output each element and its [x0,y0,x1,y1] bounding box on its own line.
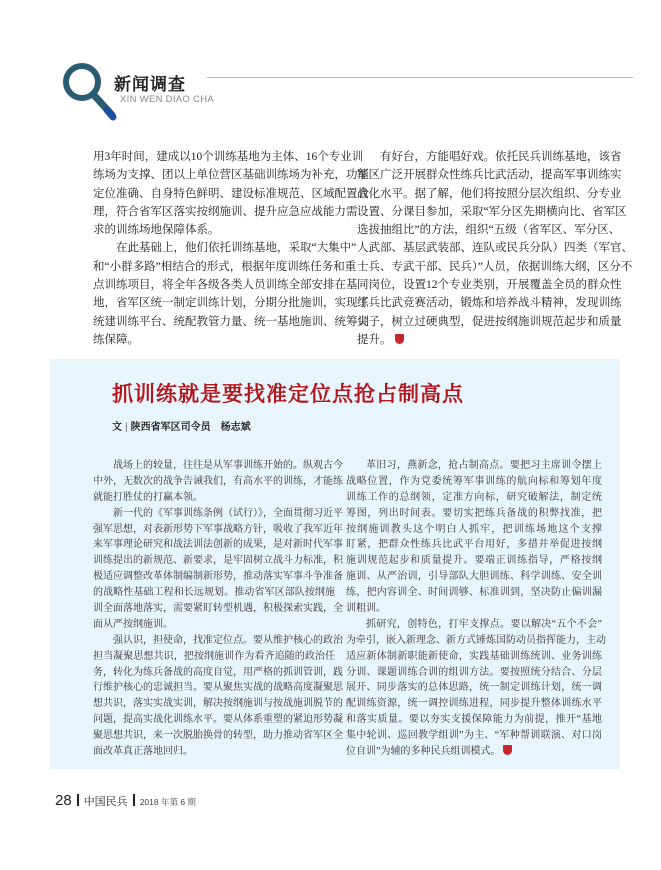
section-title: 新闻调查 [114,75,186,94]
text-line [93,166,369,184]
text-line-content: 地，省军区统一制定训练计划，分期分批施训，实现了 [93,297,369,310]
text-line [346,569,602,585]
text-line-content: 来军事理论研究和战法训法创新的成果，是对新时代军事 [93,539,343,551]
text-line-content: 训练提出的新规范、新要求，是牢固树立战斗力标准，积 [93,555,343,567]
text-line-content: 练兵比武竞赛活动，锻炼和培养战斗精神，发现训练 [357,297,622,310]
text-line [93,680,343,696]
end-mark-icon [395,334,404,344]
text-line [346,696,602,712]
text-line [357,148,622,166]
text-line [346,490,602,506]
text-line [346,506,602,522]
text-line [357,258,633,276]
paragraph [93,458,343,506]
text-line [93,294,369,312]
paragraph [93,148,369,239]
text-line-content: 担当凝聚思想共识，把按纲施训作为看齐追随的政治任 [93,650,335,662]
paragraph [357,148,633,349]
text-line [346,649,602,665]
text-line [93,744,335,760]
page-number: 28 [55,792,72,809]
byline-author: 陕西省军区司令员 杨志斌 [130,422,251,433]
text-line-content: 和“小群多路”相结合的形式，根据年度训练任务和重 [93,260,357,273]
footer-divider [77,794,79,806]
paragraph [93,506,343,633]
text-line [93,585,335,601]
text-line-content: 军区广泛开展群众性练兵比武活动，提高军事训练实 [357,169,622,182]
text-line [346,601,602,617]
paragraph [93,239,369,349]
article-title: 抓训练就是要找准定位点抢占制高点 [112,382,464,406]
text-line [93,633,343,649]
text-line-content: 求的训练场地保障体系。 [93,224,220,237]
text-line [346,537,602,553]
text-line [93,696,343,712]
text-line-content: 面从严按纲施训。 [93,618,173,630]
text-line [357,185,622,203]
text-line [93,601,343,617]
magazine-name: 中国民兵 [83,796,128,808]
text-line-content: 训练工作的总纲领，定准方向标，研究破解法，制定统 [346,491,602,503]
end-mark-icon [503,745,512,755]
text-line-content: 战略位置，作为党委统筹军事训练的航向标和筹划年度 [346,475,602,487]
text-line-content: 问题，提高实战化训练水平。要从体系重塑的紧迫形势凝 [93,714,343,726]
text-line [93,148,364,166]
page-footer [55,792,196,810]
text-line-content: 士兵、专武干部、民兵）”人员，依据训练大纲，区分不 [357,260,633,273]
text-line-content: 练场为支撑、团以上单位营区基础训练场为补充，功能 [93,169,369,182]
text-line-content: 同岗位，设置12个专业类别，开展覆盖全员的群众性 [357,279,622,292]
text-line-content: 施训、从严治训，引导部队大胆训练、科学训练、安全训 [346,571,602,583]
text-line-content: 适应新体制新职能新使命，实践基础训练统训、业务训练 [346,650,602,662]
paragraph [346,458,602,617]
text-line [346,553,602,569]
text-line [346,585,602,601]
text-line-content: 强认识，担使命，找准定位点。要从维护核心的政治 [113,634,343,646]
text-line-content: 集中轮训、巡回教学组训”为主、“军种帮训联演、对口岗 [346,730,602,742]
text-line-content: 点训练项目，将全年各级各类人员训练全部安排在基 [93,279,358,292]
text-line-content: 尖子，树立过硬典型，促进按纲施训规范起步和质量 [357,315,622,328]
text-line-content: 的战略性基础工程和长远规划。推动省军区部队按纲施 [93,587,335,599]
text-line-content: 战场上的较量，往往是从军事训练开始的。纵观古今 [113,460,343,471]
text-line [357,313,622,331]
text-line-content: 理，符合省军区落实按纲施训、提升应急应战能力需 [93,205,358,218]
text-line-content: 训粗训。 [346,603,386,615]
text-line-content: 想共识，落实实战实训，解决按纲施训与按战施训脱节的 [93,698,343,710]
text-line-content: 就能打胜仗的打赢本领。 [93,491,203,503]
text-line-content: 练，把内容训全、时间训够、标准训到，坚决防止偏训漏 [346,587,602,599]
text-line [93,617,335,633]
text-line [93,553,343,569]
text-line [93,474,343,490]
text-line-content: 面改革真正落地回归。 [93,746,193,758]
text-line-content: 和落实质量。要以夯实支援保障能力为前提，推开“基地 [346,714,602,726]
text-line-content: 革旧习，燕新念，抢占制高点。要把习主席训令摆上 [366,460,602,471]
text-line-content: 展开、同步落实的总体思路，统一制定训练计划，统一调 [346,682,602,694]
top-left-column [93,148,369,349]
text-line [346,665,602,681]
text-line-content: 定位准确、自身特色鲜明、建设标准规范、区域配置合 [93,187,369,200]
text-line-content: 选拔抽组比”的方法，组织“五级（省军区、军分区、 [357,224,621,237]
text-line [93,258,357,276]
text-line-content: 施训规范起步和质量提升。要端正训练指导，严格按纲 [346,555,602,567]
text-line [346,728,602,744]
text-line-content: 人武部、基层武装部、连队或民兵分队）四类（军官、 [357,242,633,255]
text-line [346,633,606,649]
text-line-content: 战化水平。据了解，他们将按照分层次组织、分专业 [357,187,622,200]
text-line [93,649,335,665]
magnifier-icon [60,60,120,122]
text-line [93,537,343,553]
text-line [357,294,622,312]
text-line [93,506,343,522]
issue-number: 2018 年第 6 期 [139,797,196,807]
text-line-content: 统建训练平台、统配教管力量、统一基地施训、统筹训 [93,315,369,328]
text-line-content: 位自训”为辅的多种民兵组训模式。 [346,746,501,758]
top-right-column [357,148,633,349]
text-line-content: 练保障。 [93,333,139,346]
article-right-column [346,458,606,760]
footer-divider [133,794,135,806]
text-line-content: 训全面落地落实，需要紧盯转型机遇，积极探索实践，全 [93,603,343,615]
text-line-content: 配训练资源，统一调控训练进程，同步提升整体训练水平 [346,698,602,710]
text-line [357,239,633,257]
text-line-content: 新一代的《军事训练条例（试行）》，全面贯彻习近平 [113,507,343,519]
article-left-column [93,458,343,760]
text-line [93,522,343,538]
text-line [357,203,627,221]
text-line-content: 按纲施训教头这个明白人抓牢，把训练场地这个支撑 [346,523,602,535]
text-line [346,712,602,728]
text-line-content: 中外，无数次的战争告诫我们，有高水平的训练，才能练 [93,475,343,487]
byline-prefix: 文 [112,422,122,433]
text-line-content: 强军思想，对表新形势下军事战略方针，吸收了我军近年 [93,523,343,535]
text-line [357,331,619,349]
text-line [357,276,622,294]
text-line-content: 在此基础上，他们依托训练基地，采取“大集中” [116,242,357,255]
paragraph [346,617,606,760]
text-line [93,458,343,474]
text-line [346,522,602,538]
text-line [93,221,335,239]
text-line [93,712,343,728]
text-line [346,680,602,696]
text-line [357,166,622,184]
text-line [93,239,357,257]
byline-separator: | [125,422,128,433]
text-line-content: 为牵引，嵌入新理念、新方式锤炼国防动员指挥能力，主动 [346,634,606,646]
text-line [93,490,335,506]
text-line [93,569,343,585]
text-line-content: 提升。 [357,333,392,346]
text-line [93,331,335,349]
text-line-content: 筹图，列出时间表。要切实把练兵备战的积弊找准，把 [346,507,602,519]
text-line-content: 抓研究，创特色，打牢支撑点。要以解决“五个不会” [366,618,602,630]
text-line [93,276,358,294]
section-subtitle: XIN WEN DIAO CHA [120,94,215,105]
text-line [93,203,358,221]
text-line [346,458,602,474]
text-line-content: 用3年时间，建成以10个训练基地为主体、16个专业训 [93,151,364,163]
text-line [346,474,602,490]
text-line [93,313,369,331]
text-line-content: 行维护核心的忠诚担当。要从聚焦实战的战略高度凝聚思 [93,682,343,694]
paragraph [93,633,343,760]
text-line [346,617,602,633]
text-line-content: 务，转化为练兵备战的高度自觉，用严格的抓训管训，践 [93,666,343,678]
text-line-content: 有好台，方能唱好戏。依托民兵训练基地，该省 [380,151,622,163]
text-line-content: 聚思想共识，来一次脱胎换骨的转型，助力推动省军区全 [93,730,343,742]
text-line [346,744,602,760]
text-line [357,221,619,239]
text-line [93,665,343,681]
text-line [93,728,343,744]
byline [112,418,251,433]
text-line [93,185,369,203]
header-divider [207,77,633,78]
text-line-content: 盯紧，把群众性练兵比武平台用好，多措并举促进按纲 [346,539,602,551]
text-line-content: 分训、课题训练合训的组训方法。要按照统分结合、分层 [346,666,602,678]
text-line-content: 极适应调整改革体制编制新形势，推动落实军事斗争准备 [93,571,343,583]
text-line-content: 设置、分课目参加，采取“军分区先期横向比、省军区 [357,205,627,218]
